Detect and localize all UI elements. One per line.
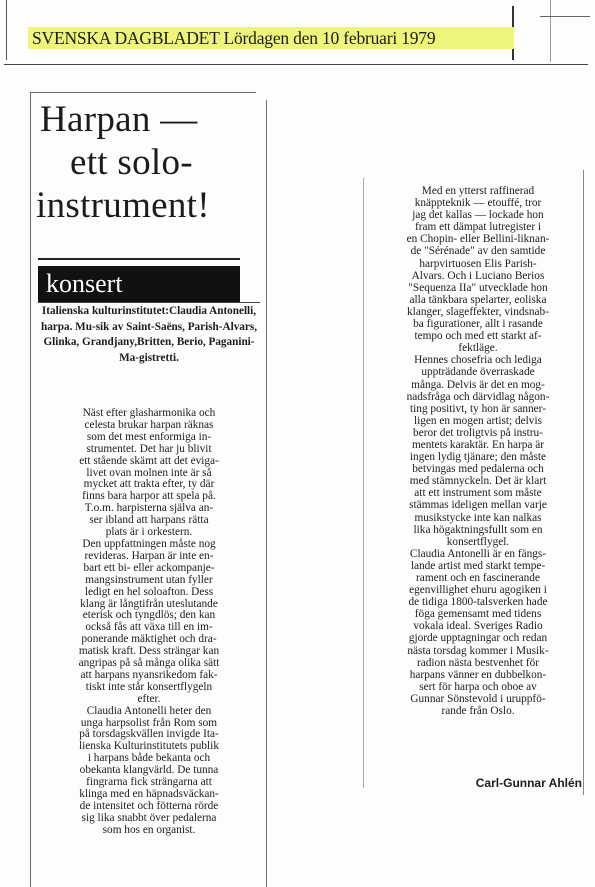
text-line: många. Delvis är det en mog- <box>411 378 545 391</box>
text-line: "Sequenza IIa" utvecklade hon <box>408 281 548 294</box>
text-line: Britten, Berio, Paganini-Ma- <box>119 336 255 364</box>
text-line: klinga med en häpnadsväckan- <box>79 788 219 800</box>
text-line: ting positivt, ty hon är sanner- <box>410 402 546 415</box>
text-line: Näst efter glasharmonika och <box>82 407 216 419</box>
text-line: med stämnyckeln. Det är klart <box>409 475 547 488</box>
text-line: finns bara harpor att spela på. <box>82 490 216 503</box>
section-banner: konsert <box>38 266 240 302</box>
text-line: ser ibland att harpans rätta <box>89 514 209 527</box>
frame-line <box>550 0 551 62</box>
text-line: strumentet. Det har ju blivit <box>86 442 212 455</box>
text-line: bart ett bi- eller ackompanje- <box>83 561 215 574</box>
text-line: nadsfråga och därvidlag någon- <box>406 390 550 403</box>
text-line: mentets karaktär. En harpa är <box>411 438 545 451</box>
concert-details <box>40 304 258 366</box>
text-line: i harpans både bekanta och <box>87 752 211 765</box>
text-line: de tidiga 1800-talsverken hade <box>408 596 548 609</box>
text-line: obekanta klangvärld. De tunna <box>79 764 219 777</box>
text-line: vokala ideal. Sveriges Radio <box>413 620 543 633</box>
text-line: fektläge. <box>458 342 498 355</box>
text-line: efter. <box>137 692 161 705</box>
text-line: egenvillighet ehuru agogiken i <box>409 584 547 597</box>
text-line: Claudia Antonelli heter den <box>86 704 212 717</box>
text-line: som det mest enformiga in- <box>86 430 212 443</box>
text-line: betvingas med pedalerna och <box>412 463 544 476</box>
text-line: plats är i orkestern. <box>105 526 193 539</box>
text-line: de intensitet och fötterna rörde <box>79 799 219 812</box>
text-line: harpans vänner en dubbelkon- <box>409 668 547 681</box>
text-line: Claudia Antonelli, harpa. Mu- <box>40 305 257 333</box>
text-line: föga gemensamt med tidens <box>414 608 542 621</box>
headline-line: Harpan — <box>40 99 198 140</box>
text-line: tiskt inte står konsertflygeln <box>85 680 213 693</box>
text-line: ledigt en hel soloafton. Dess <box>84 585 214 598</box>
text-line: Gunnar Sönstevold i uruppfö- <box>410 692 546 705</box>
text-line: stämmas ideligen mellan varje <box>409 499 547 512</box>
text-line: Med en ytterst raffinerad <box>421 185 535 197</box>
text-line: ingen lydig tjänare; den måste <box>409 451 547 464</box>
text-line: ett stående skämt att det eviga- <box>79 454 219 467</box>
text-line: nästa torsdag kommer i Musik- <box>407 644 549 657</box>
newspaper-masthead: SVENSKA DAGBLADET Lördagen den 10 februari 1979 <box>28 27 514 49</box>
clipping-border <box>266 100 267 887</box>
text-line: livet ovan molnen inte är så <box>86 466 212 479</box>
text-line: att ett instrument som måste <box>414 487 542 500</box>
text-line: sik av Saint-Saëns, Parish- <box>95 320 223 333</box>
text-line: mycket att trakta efter, ty där <box>83 478 215 491</box>
text-line: mangsinstrument utan fyller <box>85 573 213 586</box>
text-line: lienska Kulturinstitutets publik <box>79 740 219 753</box>
text-line: celesta brukar harpan räknas <box>84 418 214 431</box>
text-line: Claudia Antonelli är en fängs- <box>409 547 547 560</box>
text-line: konsertflygel. <box>446 535 510 548</box>
text-line: sig lika snabbt över pedalerna <box>81 811 217 824</box>
text-line: Hennes chosefria och lediga <box>414 354 542 367</box>
text-line: Italienska kulturinstitutet: <box>41 305 170 317</box>
text-line: fingrarna fick strängarna att <box>86 776 212 789</box>
text-line: musikstycke inte kan nalkas <box>414 511 542 524</box>
text-line: matisk kraft. Dess strängar kan <box>78 645 220 658</box>
text-line: klang är långtifrån uteslutande <box>80 597 218 610</box>
text-line: radion nästa bestvenhet för <box>416 656 540 669</box>
rule-divider <box>38 258 240 260</box>
clipping-border <box>30 92 31 887</box>
text-line: Alvars, Glinka, Grandjany, <box>43 320 258 348</box>
text-line: uppträdande överraskade <box>421 366 535 379</box>
text-line: också fås att växa till en im- <box>85 621 213 634</box>
text-line: ponerande mäktighet och dra- <box>81 633 217 646</box>
text-line: som hos en organist. <box>102 823 196 836</box>
text-line: att harpans nyansrikedom fak- <box>80 668 218 681</box>
text-line: eterisk och tyngdlös; den kan <box>82 609 216 622</box>
text-line: gistretti. <box>139 351 179 364</box>
article-body-right-column <box>372 185 584 717</box>
text-line: lika högaktningsfullt som en <box>413 523 543 536</box>
text-line: rande från Oslo. <box>441 705 515 718</box>
text-line: revideras. Harpan är inte en- <box>84 549 214 562</box>
text-line: unga harpsolist från Rom som <box>80 716 218 729</box>
text-line: beror det troligtvis på instru- <box>413 426 543 439</box>
text-line: sert för harpa och oboe av <box>419 680 537 693</box>
text-line: en Chopin- eller Bellini-liknan- <box>406 233 550 246</box>
article-body-left-column <box>40 408 258 837</box>
headline-line: instrument! <box>36 185 210 226</box>
text-line: ligen en mogen artist; delvis <box>413 414 542 427</box>
text-line: harpvirtuosen Elis Parish- <box>419 257 537 270</box>
text-line: tempo och med ett starkt af- <box>414 330 542 343</box>
text-line: lande artist med starkt tempe- <box>410 559 546 572</box>
author-byline: Carl-Gunnar Ahlén <box>475 776 582 790</box>
frame-line <box>6 0 7 60</box>
article-headline <box>36 98 260 227</box>
text-line: knäppteknik — etouffé, tror <box>414 197 542 210</box>
headline-line: ett solo- <box>70 142 193 183</box>
text-line: på torsdagskvällen invigde Ita- <box>79 728 219 741</box>
text-line: gjorde upptagningar och redan <box>408 632 548 645</box>
rule-divider <box>38 302 260 303</box>
frame-line <box>540 16 590 17</box>
clipping-border <box>363 178 364 788</box>
text-line: angripas på så många olika sätt <box>78 657 220 670</box>
text-line: fram ett dämpat lutregister i <box>414 221 542 234</box>
text-line: Alvars. Och i Luciano Berios <box>411 269 545 282</box>
text-line: ba figurationer, allt i rasande <box>413 318 543 331</box>
text-line: klanger, slageffekter, vindsnab- <box>407 305 549 318</box>
text-line: T.o.m. harpisterna själva an- <box>84 502 214 515</box>
text-line: jag det kallas — lockade hon <box>412 209 544 222</box>
clipping-border <box>30 92 256 93</box>
text-line: de "Sérénade" av den samtide <box>410 245 546 258</box>
text-line: alla tänkbara spelarter, eoliska <box>409 293 547 306</box>
text-line: Den uppfattningen måste nog <box>82 537 216 550</box>
text-line: rament och en fascinerande <box>416 572 540 584</box>
